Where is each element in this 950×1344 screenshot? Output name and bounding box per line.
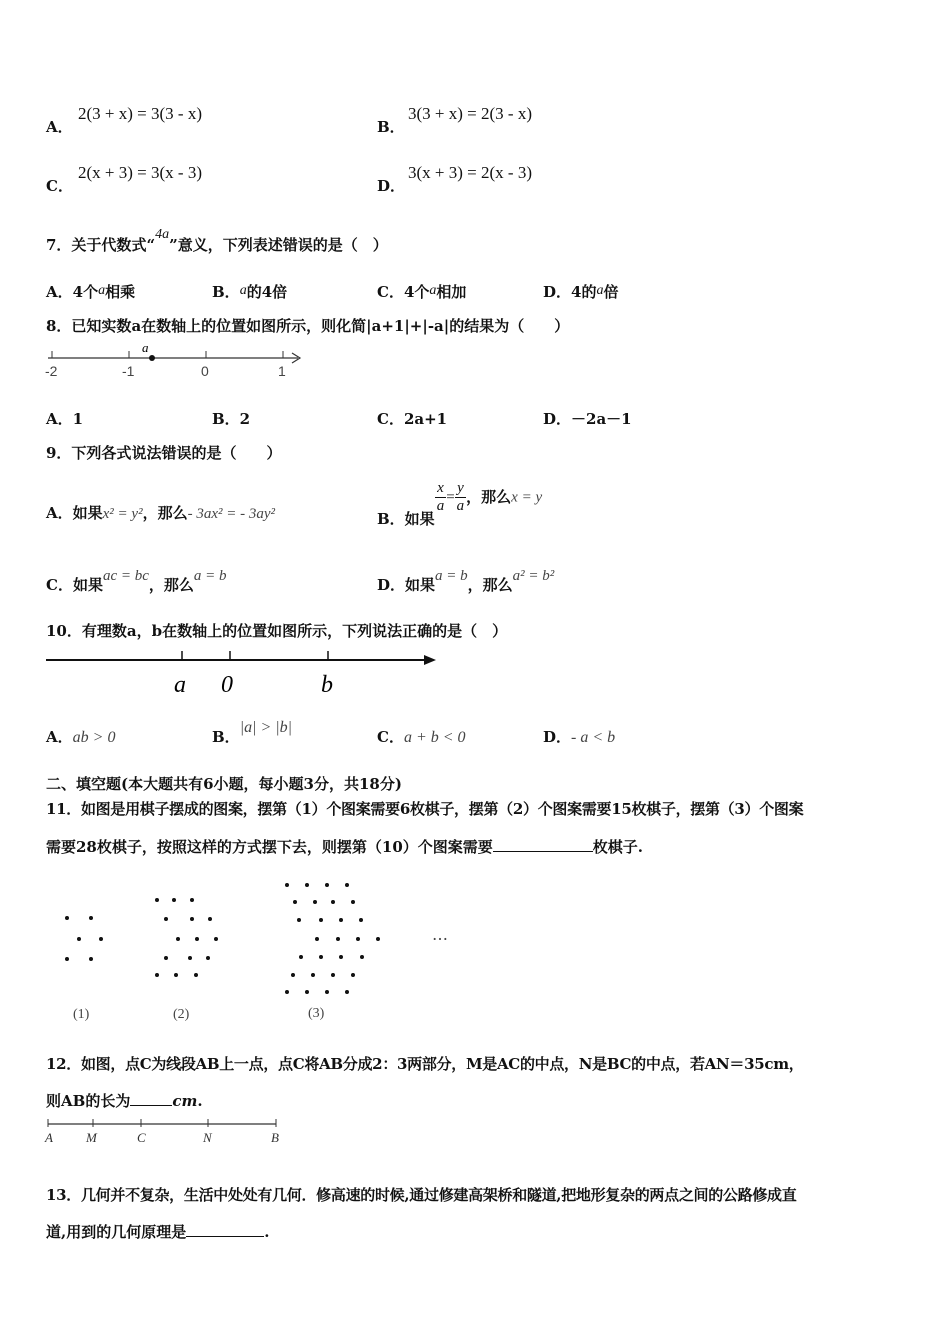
q9-option-d: D．如果a = b，那么a² = b² <box>377 568 555 594</box>
q6-option-b-label: B． <box>377 118 405 136</box>
q10-option-d: D．- a < b <box>543 728 616 746</box>
q12-point-label: B <box>271 1130 279 1145</box>
q10-option-b: B．|a| > |b| <box>212 719 293 746</box>
q9-stem: 9．下列各式说法错误的是（ ） <box>46 444 282 462</box>
q6-option-c-expr: 2(x + 3) = 3(x - 3) <box>78 163 202 182</box>
q8-tick-label: -1 <box>122 363 135 379</box>
q8-point-a <box>149 355 155 361</box>
q6-option-d-label: D． <box>377 177 406 195</box>
q7-option-d: D．4的a倍 <box>543 283 619 301</box>
q6-option-c-label: C． <box>46 177 73 195</box>
q11-line-1: 11．如图是用棋子摆成的图案，摆第（1）个图案需要6枚棋子，摆第（2）个图案需要15枚棋子，摆第（3）个图案 <box>46 800 804 818</box>
q8-tick-label: -2 <box>45 363 58 379</box>
q10-label-a: a <box>174 672 186 697</box>
q7-option-b: B．a的4倍 <box>212 283 288 301</box>
q10-option-c: C．a + b < 0 <box>377 728 466 746</box>
q10-label-zero: 0 <box>221 672 233 697</box>
q10-number-line <box>40 645 440 697</box>
q7-stem: 7．关于代数式“4a”意义，下列表述错误的是（ ） <box>46 227 388 254</box>
q9-option-c: C．如果ac = bc，那么a = b <box>46 568 227 594</box>
q8-option-b: B．2 <box>212 410 251 428</box>
q10-stem: 10．有理数a，b在数轴上的位置如图所示，下列说法正确的是（ ） <box>46 622 508 640</box>
q11-caption-3: (3) <box>308 1006 325 1021</box>
q8-stem: 8．已知实数a在数轴上的位置如图所示，则化简|a+1|+|-a|的结果为（ ） <box>46 317 570 335</box>
q12-line-1: 12．如图，点C为线段AB上一点，点C将AB分成2：3两部分，M是AC的中点，N是BC的中点，若AN＝35cm， <box>46 1055 804 1073</box>
q6-option-b-expr: 3(3 + x) = 2(3 - x) <box>408 104 532 123</box>
q12-point-label: C <box>137 1130 146 1145</box>
q10-option-a: A．ab > 0 <box>46 728 116 746</box>
q13-line-1: 13．几何并不复杂，生活中处处有几何．修高速的时候,通过修建高架桥和隧道,把地形复杂的两点之间的公路修成直 <box>46 1186 797 1204</box>
q12-point-label: M <box>86 1130 97 1145</box>
q9-option-a: A．如果x² = y²，那么- 3ax² = - 3ay² <box>46 504 276 522</box>
q12-point-label: A <box>45 1130 53 1145</box>
q11-ellipsis: … <box>432 925 448 944</box>
q8-option-c: C．2a+1 <box>377 410 448 428</box>
q6-option-d-expr: 3(x + 3) = 2(x - 3) <box>408 163 532 182</box>
q8-option-a: A．1 <box>46 410 84 428</box>
q12-answer-blank[interactable] <box>130 1091 172 1106</box>
q8-point-label: a <box>142 340 149 355</box>
q8-tick-label: 1 <box>278 363 286 379</box>
q6-option-a-expr: 2(3 + x) = 3(3 - x) <box>78 104 202 123</box>
q7-option-a: A．4个a相乘 <box>46 283 136 301</box>
q8-option-d: D．－2a－1 <box>543 410 632 428</box>
q12-point-label: N <box>203 1130 212 1145</box>
q10-label-b: b <box>321 672 333 697</box>
q12-segment-figure <box>44 1118 284 1148</box>
q9-option-b: B．如果 $\frac{x}{a}$ = $\frac{y}{a}$ ，那么x = y <box>377 480 543 528</box>
q13-line-2: 道,用到的几何原理是 . <box>46 1223 270 1241</box>
q12-line-2: 则AB的长为 cm. <box>46 1092 203 1110</box>
q13-answer-blank[interactable] <box>186 1222 264 1237</box>
q11-line-2: 需要28枚棋子，按照这样的方式摆下去，则摆第（10）个图案需要 枚棋子. <box>46 838 643 856</box>
q8-number-line <box>40 340 310 382</box>
q7-option-c: C．4个a相加 <box>377 283 467 301</box>
section-2-title: 二、填空题(本大题共有6小题，每小题3分，共18分) <box>46 775 402 793</box>
q11-caption-1: (1) <box>73 1007 90 1022</box>
q11-caption-2: (2) <box>173 1007 190 1022</box>
q6-option-a-label: A． <box>46 118 73 136</box>
q8-tick-label: 0 <box>201 363 209 379</box>
q11-answer-blank[interactable] <box>493 837 593 852</box>
